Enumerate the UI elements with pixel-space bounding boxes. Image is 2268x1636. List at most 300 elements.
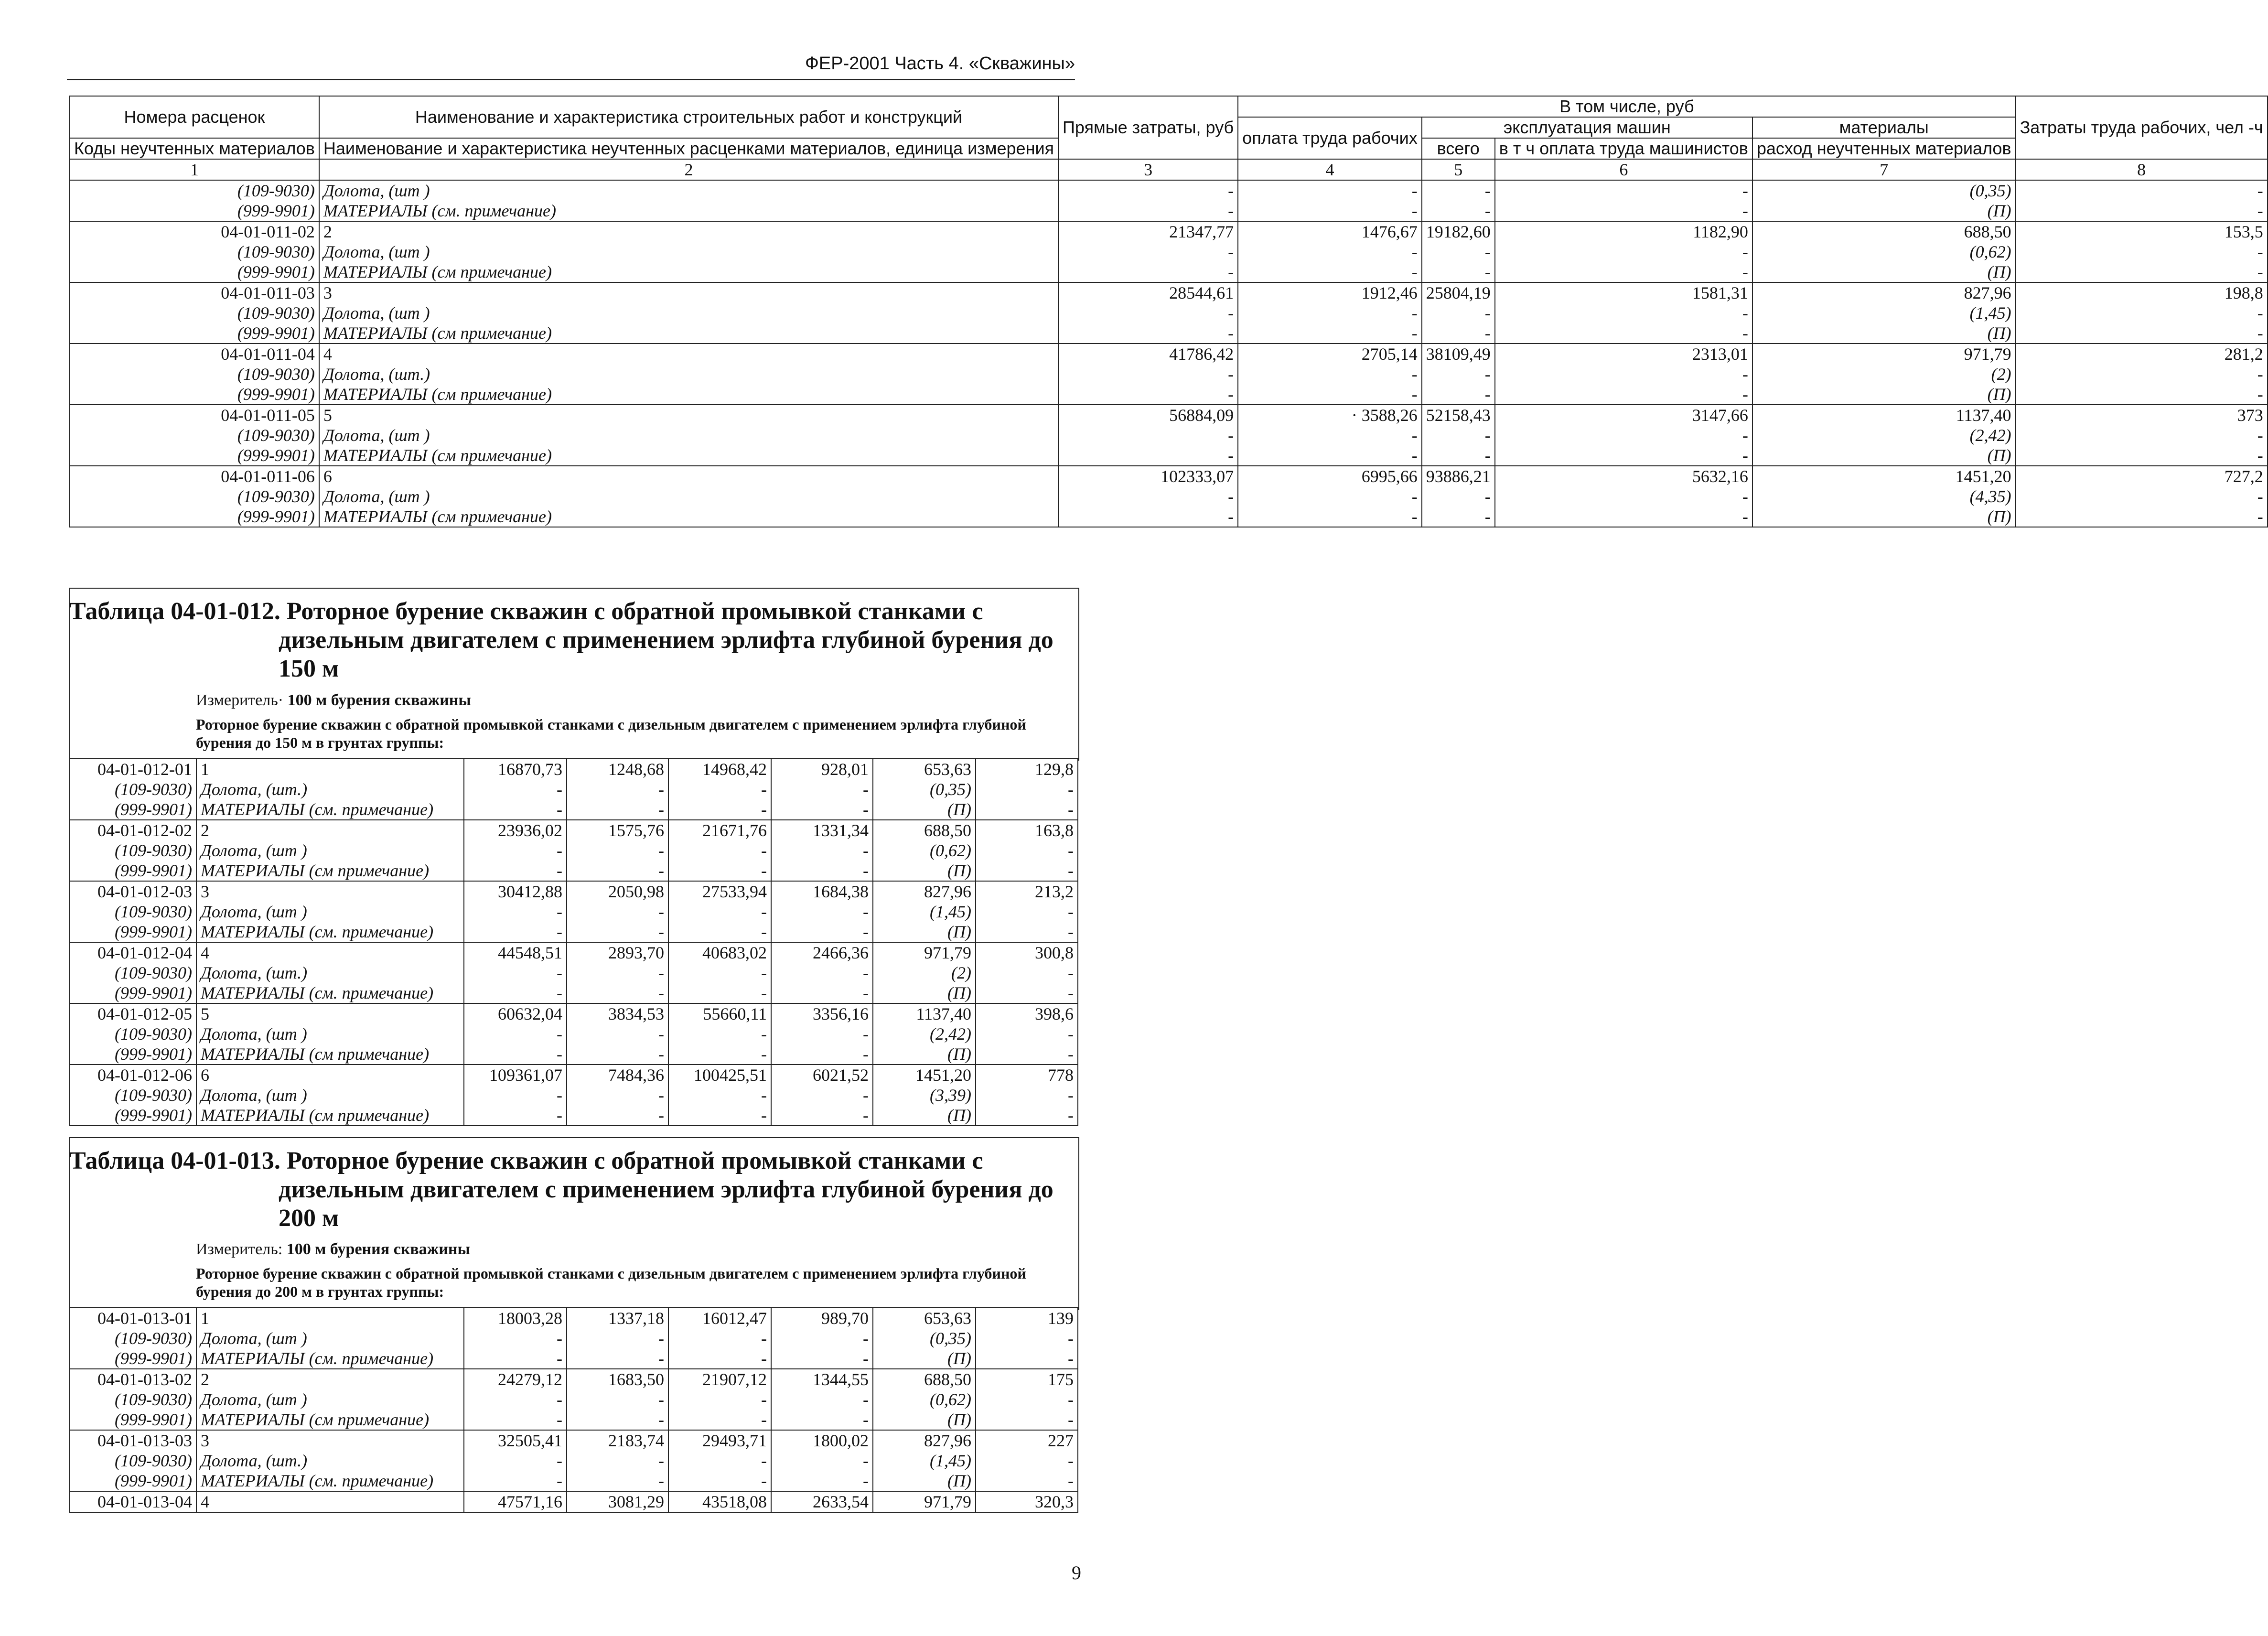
- direct-cost-cell: -: [1058, 201, 1238, 221]
- rate-row: [70, 221, 2268, 242]
- machines-total-cell: 19182,60: [1422, 221, 1495, 242]
- materials-cell: (0,62): [1752, 242, 2016, 262]
- machines-wages-cell: 1182,90: [1495, 221, 1752, 242]
- direct-cost-cell: 47571,16: [464, 1491, 567, 1512]
- direct-cost-cell: 44548,51: [464, 942, 567, 963]
- labor-cell: 778: [976, 1065, 1078, 1085]
- machines-wages-cell: -: [1495, 364, 1752, 384]
- wages-cell: 2705,14: [1238, 344, 1422, 364]
- machines-total-cell: -: [668, 1085, 771, 1105]
- machines-total-cell: -: [1422, 425, 1495, 445]
- direct-cost-cell: -: [464, 983, 567, 1003]
- rates-table-013: [69, 1307, 1078, 1513]
- direct-cost-cell: -: [1058, 364, 1238, 384]
- material-row: [70, 1389, 1078, 1410]
- labor-cell: -: [976, 1389, 1078, 1410]
- col-header-code-top: Номера расценок: [70, 96, 319, 138]
- wages-cell: 7484,36: [567, 1065, 668, 1085]
- materials-cell: 1451,20: [1752, 466, 2016, 486]
- machines-wages-cell: -: [771, 1410, 873, 1430]
- materials-cell: (П): [873, 1410, 976, 1430]
- col-header-name-bottom: Наименование и характеристика неучтенных расценками материалов, единица измерения: [319, 138, 1058, 159]
- rate-name-cell: МАТЕРИАЛЫ (см примечание): [196, 1105, 464, 1126]
- machines-total-cell: 27533,94: [668, 881, 771, 902]
- rate-name-cell: МАТЕРИАЛЫ (см примечание): [196, 1044, 464, 1065]
- machines-total-cell: -: [668, 1105, 771, 1126]
- machines-wages-cell: 1800,02: [771, 1430, 873, 1451]
- machines-total-cell: -: [668, 1348, 771, 1369]
- machines-total-cell: -: [1422, 506, 1495, 527]
- rate-code-cell: 04-01-012-01: [70, 759, 196, 779]
- materials-cell: (1,45): [1752, 303, 2016, 323]
- labor-cell: -: [2016, 506, 2268, 527]
- rate-name-cell: Долота, (шт.): [319, 364, 1058, 384]
- wages-cell: -: [567, 1348, 668, 1369]
- labor-cell: 281,2: [2016, 344, 2268, 364]
- machines-wages-cell: 6021,52: [771, 1065, 873, 1085]
- wages-cell: -: [567, 1328, 668, 1348]
- materials-cell: 688,50: [873, 820, 976, 840]
- machines-wages-cell: -: [1495, 201, 1752, 221]
- machines-total-cell: -: [1422, 201, 1495, 221]
- direct-cost-cell: -: [464, 1328, 567, 1348]
- material-row: [70, 364, 2268, 384]
- machines-wages-cell: 5632,16: [1495, 466, 1752, 486]
- labor-cell: 139: [976, 1308, 1078, 1328]
- rate-name-cell: 2: [196, 1369, 464, 1389]
- machines-total-cell: 93886,21: [1422, 466, 1495, 486]
- rate-code-cell: 04-01-012-02: [70, 820, 196, 840]
- wages-cell: -: [567, 1389, 668, 1410]
- material-row: [70, 486, 2268, 506]
- labor-cell: -: [976, 963, 1078, 983]
- machines-total-cell: -: [668, 1410, 771, 1430]
- column-number: 2: [319, 159, 1058, 180]
- column-number: 3: [1058, 159, 1238, 180]
- machines-wages-cell: -: [771, 1085, 873, 1105]
- rate-name-cell: Долота, (шт ): [319, 303, 1058, 323]
- rate-name-cell: Долота, (шт ): [196, 1085, 464, 1105]
- direct-cost-cell: 60632,04: [464, 1003, 567, 1024]
- rate-row: [70, 1308, 1078, 1328]
- machines-wages-cell: 1581,31: [1495, 282, 1752, 303]
- rate-row: [70, 1065, 1078, 1085]
- direct-cost-cell: 21347,77: [1058, 221, 1238, 242]
- wages-cell: · 3588,26: [1238, 405, 1422, 425]
- machines-total-cell: 21671,76: [668, 820, 771, 840]
- rate-code-cell: (999-9901): [70, 983, 196, 1003]
- col-header-code-bottom: Коды неучтенных материалов: [70, 138, 319, 159]
- column-number-row: [70, 159, 2268, 180]
- rate-name-cell: Долота, (шт.): [196, 779, 464, 799]
- materials-cell: (0,35): [873, 1328, 976, 1348]
- machines-wages-cell: -: [771, 840, 873, 861]
- materials-cell: 1137,40: [1752, 405, 2016, 425]
- rate-name-cell: Долота, (шт ): [319, 242, 1058, 262]
- rate-name-cell: 5: [196, 1003, 464, 1024]
- rates-table-012: [69, 758, 1078, 1126]
- machines-total-cell: -: [668, 1471, 771, 1491]
- labor-cell: -: [2016, 445, 2268, 466]
- machines-wages-cell: -: [771, 1348, 873, 1369]
- labor-cell: 198,8: [2016, 282, 2268, 303]
- table-bottom-cell: [976, 1512, 1078, 1513]
- material-row: [70, 201, 2268, 221]
- table-012-section-head: Роторное бурение скважин с обратной промывкой станками с дизельным двигателем с применением эрлифта глубиной бурения до 150 м в грунтах группы:: [196, 716, 1026, 751]
- rate-code-cell: (109-9030): [70, 902, 196, 922]
- table-bottom-cell: [771, 1512, 873, 1513]
- materials-cell: (2): [873, 963, 976, 983]
- machines-wages-cell: -: [771, 1044, 873, 1065]
- rate-name-cell: 2: [319, 221, 1058, 242]
- col-header-direct: Прямые затраты, руб: [1058, 96, 1238, 159]
- rate-row: [70, 820, 1078, 840]
- rate-name-cell: Долота, (шт ): [196, 902, 464, 922]
- machines-total-cell: 40683,02: [668, 942, 771, 963]
- col-header-name-top: Наименование и характеристика строительных работ и конструкций: [319, 96, 1058, 138]
- machines-wages-cell: -: [771, 1105, 873, 1126]
- rate-row: [70, 759, 1078, 779]
- materials-cell: (П): [1752, 506, 2016, 527]
- col-header-wages: оплата труда рабочих: [1238, 117, 1422, 159]
- rate-name-cell: МАТЕРИАЛЫ (см. примечание): [196, 1348, 464, 1369]
- labor-cell: -: [976, 1451, 1078, 1471]
- direct-cost-cell: 102333,07: [1058, 466, 1238, 486]
- materials-cell: (2,42): [1752, 425, 2016, 445]
- labor-cell: 227: [976, 1430, 1078, 1451]
- wages-cell: 1912,46: [1238, 282, 1422, 303]
- labor-cell: 727,2: [2016, 466, 2268, 486]
- machines-wages-cell: 1684,38: [771, 881, 873, 902]
- machines-wages-cell: -: [1495, 242, 1752, 262]
- column-number: 4: [1238, 159, 1422, 180]
- material-row: [70, 1410, 1078, 1430]
- rate-name-cell: Долота, (шт ): [319, 180, 1058, 201]
- machines-wages-cell: 2466,36: [771, 942, 873, 963]
- material-row: [70, 1044, 1078, 1065]
- table-012-title-line2: дизельным двигателем с применением эрлифта глубиной бурения до 150 м: [279, 626, 1053, 682]
- rate-code-cell: (999-9901): [70, 799, 196, 820]
- column-number: 1: [70, 159, 319, 180]
- material-row: [70, 922, 1078, 942]
- direct-cost-cell: -: [464, 922, 567, 942]
- rate-name-cell: Долота, (шт ): [319, 486, 1058, 506]
- rate-code-cell: (109-9030): [70, 486, 319, 506]
- material-row: [70, 1105, 1078, 1126]
- machines-total-cell: -: [668, 902, 771, 922]
- direct-cost-cell: -: [1058, 180, 1238, 201]
- materials-cell: (3,39): [873, 1085, 976, 1105]
- materials-cell: (П): [1752, 445, 2016, 466]
- table-012-title-line1: Таблица 04-01-012. Роторное бурение скважин с обратной промывкой станками с: [69, 598, 983, 625]
- rate-name-cell: МАТЕРИАЛЫ (см. примечание): [319, 201, 1058, 221]
- rate-code-cell: (999-9901): [70, 201, 319, 221]
- materials-cell: (П): [873, 1471, 976, 1491]
- material-row: [70, 963, 1078, 983]
- machines-wages-cell: -: [1495, 180, 1752, 201]
- table-bottom-cell: [70, 1512, 196, 1513]
- labor-cell: -: [976, 1044, 1078, 1065]
- materials-cell: (П): [873, 1044, 976, 1065]
- labor-cell: -: [976, 1410, 1078, 1430]
- wages-cell: -: [1238, 445, 1422, 466]
- wages-cell: -: [1238, 323, 1422, 344]
- direct-cost-cell: 18003,28: [464, 1308, 567, 1328]
- machines-total-cell: -: [1422, 180, 1495, 201]
- wages-cell: -: [1238, 384, 1422, 405]
- machines-wages-cell: -: [1495, 303, 1752, 323]
- table-013-title-line2: дизельным двигателем с применением эрлифта глубиной бурения до 200 м: [279, 1176, 1053, 1232]
- rate-name-cell: 6: [196, 1065, 464, 1085]
- wages-cell: 1248,68: [567, 759, 668, 779]
- labor-cell: -: [976, 1105, 1078, 1126]
- rate-name-cell: Долота, (шт ): [196, 1328, 464, 1348]
- rate-row: [70, 1369, 1078, 1389]
- material-row: [70, 1348, 1078, 1369]
- materials-cell: (П): [873, 1105, 976, 1126]
- col-header-machines-wages: в т ч оплата труда машинистов: [1495, 138, 1752, 159]
- rate-code-cell: (109-9030): [70, 364, 319, 384]
- direct-cost-cell: -: [1058, 445, 1238, 466]
- rate-name-cell: Долота, (шт ): [196, 840, 464, 861]
- rate-row: [70, 1430, 1078, 1451]
- material-row: [70, 445, 2268, 466]
- rate-name-cell: 6: [319, 466, 1058, 486]
- machines-total-cell: -: [668, 779, 771, 799]
- table-013-title: [69, 1147, 1077, 1233]
- materials-cell: (1,45): [873, 902, 976, 922]
- wages-cell: 2183,74: [567, 1430, 668, 1451]
- rate-name-cell: МАТЕРИАЛЫ (см примечание): [319, 323, 1058, 344]
- machines-wages-cell: -: [1495, 262, 1752, 282]
- wages-cell: -: [567, 840, 668, 861]
- rate-code-cell: (109-9030): [70, 840, 196, 861]
- rate-name-cell: МАТЕРИАЛЫ (см примечание): [319, 262, 1058, 282]
- direct-cost-cell: -: [1058, 262, 1238, 282]
- rate-name-cell: Долота, (шт ): [196, 1024, 464, 1044]
- machines-wages-cell: 3356,16: [771, 1003, 873, 1024]
- material-row: [70, 1471, 1078, 1491]
- wages-cell: -: [567, 1410, 668, 1430]
- machines-wages-cell: -: [771, 1389, 873, 1410]
- table-013-measure: Измеритель: 100 м бурения скважины: [196, 1240, 471, 1258]
- rate-name-cell: 4: [196, 1491, 464, 1512]
- direct-cost-cell: -: [464, 1348, 567, 1369]
- materials-cell: 971,79: [873, 942, 976, 963]
- machines-total-cell: -: [668, 840, 771, 861]
- rate-code-cell: (109-9030): [70, 1328, 196, 1348]
- wages-cell: -: [1238, 262, 1422, 282]
- direct-cost-cell: 23936,02: [464, 820, 567, 840]
- machines-total-cell: -: [668, 1044, 771, 1065]
- machines-wages-cell: -: [771, 963, 873, 983]
- machines-total-cell: -: [1422, 242, 1495, 262]
- direct-cost-cell: -: [464, 1085, 567, 1105]
- rate-code-cell: (109-9030): [70, 242, 319, 262]
- rate-name-cell: МАТЕРИАЛЫ (см. примечание): [196, 983, 464, 1003]
- material-row: [70, 323, 2268, 344]
- materials-cell: (П): [873, 799, 976, 820]
- material-row: [70, 779, 1078, 799]
- column-number: 5: [1422, 159, 1495, 180]
- wages-cell: -: [567, 983, 668, 1003]
- materials-cell: (П): [1752, 384, 2016, 405]
- wages-cell: 1683,50: [567, 1369, 668, 1389]
- machines-total-cell: 14968,42: [668, 759, 771, 779]
- wages-cell: 6995,66: [1238, 466, 1422, 486]
- materials-cell: (0,35): [873, 779, 976, 799]
- machines-total-cell: -: [1422, 262, 1495, 282]
- direct-cost-cell: 24279,12: [464, 1369, 567, 1389]
- table-013-section-head: Роторное бурение скважин с обратной промывкой станками с дизельным двигателем с применением эрлифта глубиной бурения до 200 м в грунтах группы:: [196, 1265, 1026, 1300]
- material-row: [70, 303, 2268, 323]
- col-header-incl: В том числе, руб: [1238, 96, 2015, 117]
- wages-cell: -: [567, 902, 668, 922]
- rate-code-cell: 04-01-011-06: [70, 466, 319, 486]
- machines-wages-cell: -: [771, 861, 873, 881]
- rate-name-cell: МАТЕРИАЛЫ (см примечание): [319, 384, 1058, 405]
- direct-cost-cell: -: [464, 902, 567, 922]
- rate-row: [70, 344, 2268, 364]
- direct-cost-cell: -: [464, 1471, 567, 1491]
- labor-cell: -: [976, 861, 1078, 881]
- labor-cell: -: [976, 983, 1078, 1003]
- machines-total-cell: -: [1422, 384, 1495, 405]
- rate-code-cell: 04-01-011-05: [70, 405, 319, 425]
- rate-code-cell: (999-9901): [70, 384, 319, 405]
- rate-code-cell: (999-9901): [70, 1105, 196, 1126]
- machines-total-cell: 55660,11: [668, 1003, 771, 1024]
- rate-name-cell: МАТЕРИАЛЫ (см примечание): [319, 506, 1058, 527]
- materials-cell: 971,79: [1752, 344, 2016, 364]
- col-header-machines-total: всего: [1422, 138, 1495, 159]
- rate-code-cell: (999-9901): [70, 323, 319, 344]
- material-row: [70, 983, 1078, 1003]
- direct-cost-cell: -: [1058, 506, 1238, 527]
- direct-cost-cell: -: [464, 1451, 567, 1471]
- direct-cost-cell: -: [464, 799, 567, 820]
- wages-cell: -: [1238, 242, 1422, 262]
- material-row: [70, 180, 2268, 201]
- rate-code-cell: (999-9901): [70, 1044, 196, 1065]
- labor-cell: -: [2016, 384, 2268, 405]
- col-header-labor: Затраты труда рабочих, чел -ч: [2016, 96, 2268, 159]
- labor-cell: -: [2016, 201, 2268, 221]
- rate-code-cell: 04-01-013-02: [70, 1369, 196, 1389]
- rate-code-cell: (109-9030): [70, 1389, 196, 1410]
- column-number: 8: [2016, 159, 2268, 180]
- materials-cell: (П): [873, 922, 976, 942]
- rate-name-cell: МАТЕРИАЛЫ (см примечание): [196, 861, 464, 881]
- wages-cell: -: [567, 861, 668, 881]
- machines-total-cell: -: [668, 1024, 771, 1044]
- direct-cost-cell: -: [1058, 486, 1238, 506]
- wages-cell: -: [567, 799, 668, 820]
- machines-total-cell: -: [668, 983, 771, 1003]
- rate-name-cell: 1: [196, 1308, 464, 1328]
- direct-cost-cell: -: [464, 963, 567, 983]
- rates-table-011: [69, 96, 2268, 527]
- labor-cell: -: [2016, 364, 2268, 384]
- labor-cell: -: [2016, 303, 2268, 323]
- rate-code-cell: (109-9030): [70, 1085, 196, 1105]
- labor-cell: -: [976, 922, 1078, 942]
- machines-wages-cell: -: [771, 1471, 873, 1491]
- rate-code-cell: (999-9901): [70, 922, 196, 942]
- labor-cell: -: [976, 1024, 1078, 1044]
- machines-total-cell: 25804,19: [1422, 282, 1495, 303]
- materials-cell: (П): [873, 983, 976, 1003]
- direct-cost-cell: 32505,41: [464, 1430, 567, 1451]
- materials-cell: (2): [1752, 364, 2016, 384]
- machines-wages-cell: -: [771, 902, 873, 922]
- labor-cell: -: [2016, 425, 2268, 445]
- wages-cell: -: [567, 963, 668, 983]
- wages-cell: 1575,76: [567, 820, 668, 840]
- col-header-machines: эксплуатация машин: [1422, 117, 1752, 138]
- labor-cell: 398,6: [976, 1003, 1078, 1024]
- rate-code-cell: (109-9030): [70, 425, 319, 445]
- material-row: [70, 861, 1078, 881]
- materials-cell: 653,63: [873, 759, 976, 779]
- wages-cell: 1476,67: [1238, 221, 1422, 242]
- direct-cost-cell: -: [464, 1044, 567, 1065]
- material-row: [70, 1085, 1078, 1105]
- machines-wages-cell: -: [771, 922, 873, 942]
- materials-cell: (П): [1752, 323, 2016, 344]
- machines-wages-cell: 2313,01: [1495, 344, 1752, 364]
- rate-name-cell: Долота, (шт ): [196, 1389, 464, 1410]
- rate-name-cell: 3: [196, 881, 464, 902]
- table-013-measure-value: 100 м бурения скважины: [286, 1240, 471, 1258]
- labor-cell: -: [976, 1471, 1078, 1491]
- rate-name-cell: МАТЕРИАЛЫ (см. примечание): [196, 1471, 464, 1491]
- wages-cell: -: [567, 779, 668, 799]
- rate-name-cell: МАТЕРИАЛЫ (см примечание): [319, 445, 1058, 466]
- machines-wages-cell: 1344,55: [771, 1369, 873, 1389]
- materials-cell: (2,42): [873, 1024, 976, 1044]
- material-row: [70, 1451, 1078, 1471]
- table-bottom-rule: [70, 1512, 1078, 1513]
- wages-cell: -: [567, 1024, 668, 1044]
- rate-code-cell: (999-9901): [70, 1410, 196, 1430]
- machines-total-cell: 52158,43: [1422, 405, 1495, 425]
- labor-cell: 320,3: [976, 1491, 1078, 1512]
- rate-code-cell: 04-01-011-04: [70, 344, 319, 364]
- machines-total-cell: 38109,49: [1422, 344, 1495, 364]
- col-header-materials: материалы: [1752, 117, 2016, 138]
- rate-code-cell: (999-9901): [70, 445, 319, 466]
- rate-code-cell: (109-9030): [70, 180, 319, 201]
- materials-cell: 827,96: [873, 1430, 976, 1451]
- machines-total-cell: 21907,12: [668, 1369, 771, 1389]
- rate-code-cell: (109-9030): [70, 1451, 196, 1471]
- wages-cell: -: [567, 1044, 668, 1065]
- machines-total-cell: -: [668, 1389, 771, 1410]
- rate-code-cell: 04-01-013-03: [70, 1430, 196, 1451]
- rate-name-cell: 4: [196, 942, 464, 963]
- table-012-measure-value: 100 м бурения скважины: [287, 691, 471, 709]
- materials-cell: (4,35): [1752, 486, 2016, 506]
- rate-code-cell: 04-01-012-04: [70, 942, 196, 963]
- rate-row: [70, 1491, 1078, 1512]
- labor-cell: -: [976, 799, 1078, 820]
- rate-name-cell: 1: [196, 759, 464, 779]
- rate-code-cell: 04-01-011-02: [70, 221, 319, 242]
- material-row: [70, 799, 1078, 820]
- materials-cell: (0,62): [873, 840, 976, 861]
- rate-name-cell: Долота, (шт.): [196, 1451, 464, 1471]
